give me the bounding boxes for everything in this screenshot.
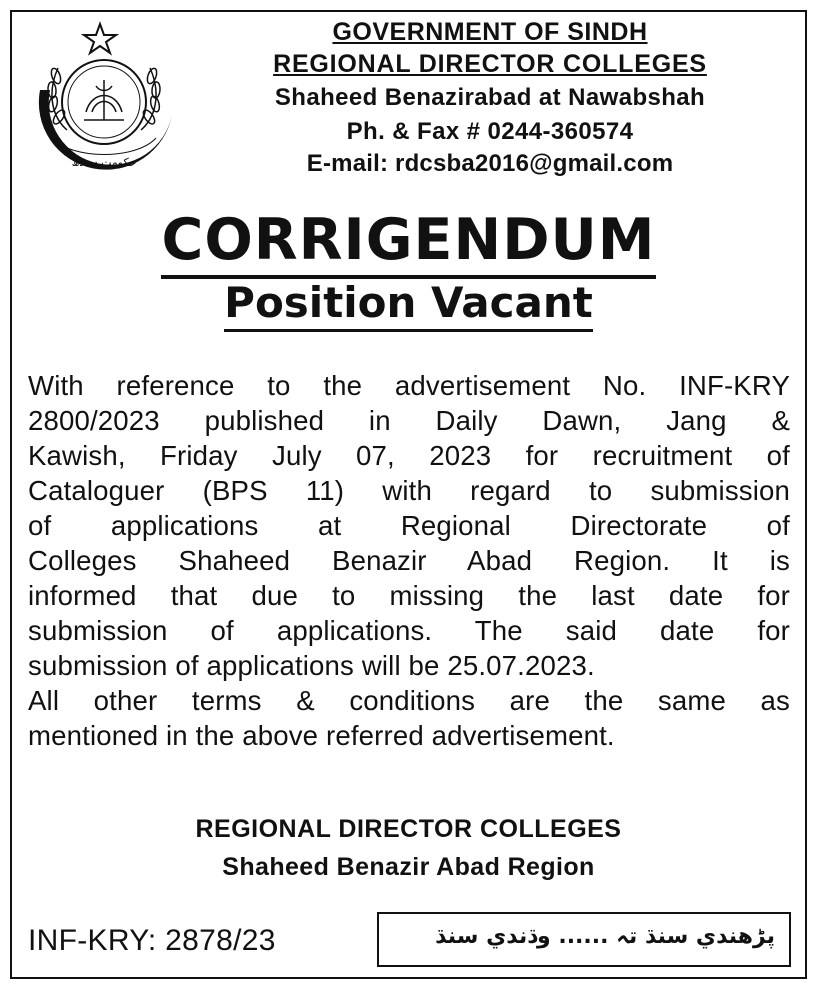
page-title: CORRIGENDUM [0,212,817,269]
body-line: submission of applications. The said date for [28,615,790,646]
urdu-slogan: پڑھندي سنڌ تہ ...... وڌندي سنڌ [435,924,775,949]
slogan-box [377,912,791,967]
header-email: E-mail: rdcsba2016@gmail.com [306,150,674,177]
body-line: of applications at Regional Directorate of [28,510,790,541]
body-line: submission of applications will be 25.07.2023. [28,650,595,681]
body-line: mentioned in the above referred advertisement. [28,720,615,751]
header-location: Shaheed Benazirabad at Nawabshah [274,84,706,111]
body-line: With reference to the advertisement No. INF-KRY [28,370,790,401]
header-office: REGIONAL DIRECTOR COLLEGES [273,50,707,78]
signature-region: Shaheed Benazir Abad Region [222,853,595,881]
body-line: Kawish, Friday July 07, 2023 for recruitment of [28,440,790,471]
header-government: GOVERNMENT OF SINDH [332,18,648,46]
signature-title: REGIONAL DIRECTOR COLLEGES [195,815,622,843]
body-line: 2800/2023 published in Daily Dawn, Jang & [28,405,790,436]
reference-number: INF-KRY: 2878/23 [28,924,276,957]
body-line: All other terms & conditions are the same as [28,685,790,716]
seal-caption: حکومت سندھ [71,156,137,169]
notice-body [28,368,790,753]
sindh-government-seal-icon [22,20,192,180]
page-subtitle: Position Vacant [0,282,817,324]
body-line: informed that due to missing the last date for [28,580,790,611]
header-phone: Ph. & Fax # 0244-360574 [346,118,634,145]
body-line: Colleges Shaheed Benazir Abad Region. It is [28,545,790,576]
body-line: Cataloguer (BPS 11) with regard to submission [28,475,790,506]
